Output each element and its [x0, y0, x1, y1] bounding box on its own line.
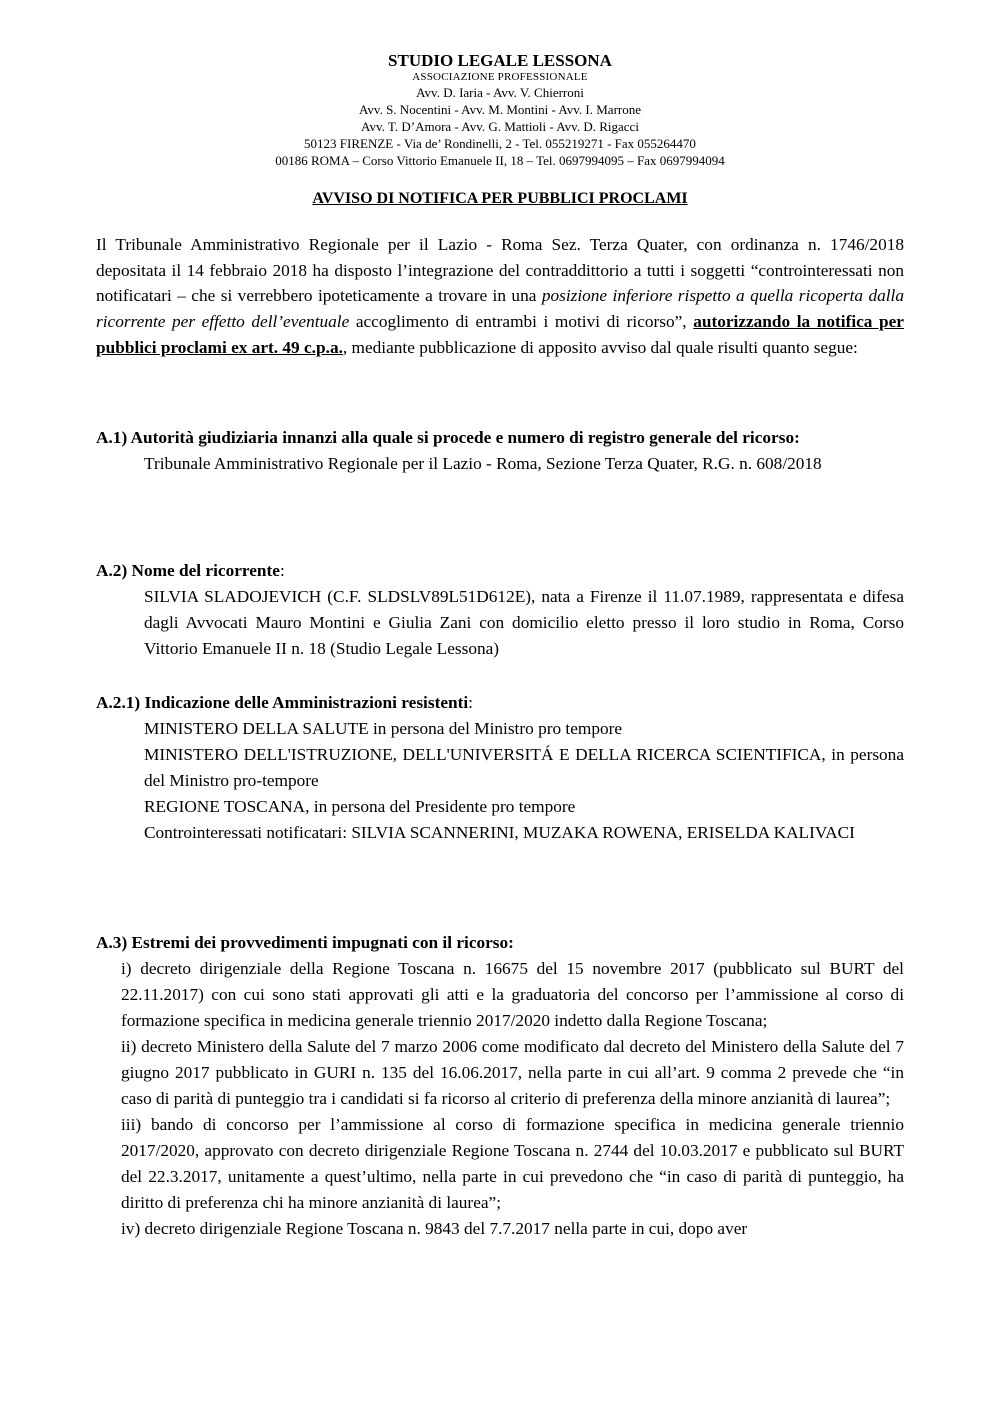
- list-item: iv) decreto dirigenziale Regione Toscana n. 9843 del 7.7.2017 nella parte in cui, dopo aver: [121, 1219, 748, 1238]
- letterhead-line: Avv. D. Iaria - Avv. V. Chierroni: [416, 85, 584, 100]
- intro-text: , mediante pubblicazione di apposito avviso dal quale risulti quanto segue:: [342, 337, 858, 357]
- section-heading: A.3) Estremi dei provvedimenti impugnati con il ricorso:: [96, 933, 514, 952]
- section-a1: [96, 425, 904, 477]
- list-item: MINISTERO DELL'ISTRUZIONE, DELL'UNIVERSITÁ E DELLA RICERCA SCIENTIFICA, in persona del Ministro pro-tempore: [144, 745, 904, 790]
- association-label: ASSOCIAZIONE PROFESSIONALE: [412, 71, 588, 83]
- letterhead-address-firenze: 50123 FIRENZE - Via de’ Rondinelli, 2 - Tel. 055219271 - Fax 055264470: [304, 136, 696, 151]
- section-items: [96, 956, 904, 1242]
- list-item: ii) decreto Ministero della Salute del 7 marzo 2006 come modificato dal decreto del Ministero della Salute del 7 giugno 2017 pubblicato in GURI n. 135 del 16.06.2017, nella parte in cui all’art. 9 comma 2 prevede che “in caso di parità di punteggio tra i candidati si fa ricorso al criterio di preferenza della minore anzianità di laurea”;: [121, 1037, 904, 1108]
- section-heading-line: [96, 690, 904, 716]
- section-body: [96, 716, 904, 846]
- letterhead-line: Avv. T. D’Amora - Avv. G. Mattioli - Avv. D. Rigacci: [361, 119, 639, 134]
- section-body: SILVIA SLADOJEVICH (C.F. SLDSLV89L51D612E), nata a Firenze il 11.07.1989, rappresentata e difesa dagli Avvocati Mauro Montini e Giulia Zani con domicilio eletto presso il loro studio in Roma, Corso Vittorio Emanuele II n. 18 (Studio Legale Lessona): [144, 587, 904, 658]
- section-heading: A.1) Autorità giudiziaria innanzi alla quale si procede e numero di registro generale del ricorso:: [96, 428, 800, 447]
- letterhead-line: Avv. S. Nocentini - Avv. M. Montini - Avv. I. Marrone: [359, 102, 641, 117]
- section-heading-line: [96, 558, 904, 584]
- letterhead-address-roma: 00186 ROMA – Corso Vittorio Emanuele II, 18 – Tel. 0697994095 – Fax 0697994094: [275, 153, 725, 168]
- intro-text: Il Tribunale Amministrativo Regionale per il Lazio - Roma Sez. Terza Quater, con ordinanza n. 1746/2018 depositata il 14 febbraio 2018 ha disposto l’integrazione del contraddittorio a tutti i soggetti “controinteressati non notificatari – che si verrebbero ipoteticamente a trovare in una: [96, 235, 904, 306]
- heading-suffix: :: [279, 561, 285, 580]
- section-heading: A.2.1) Indicazione delle Amministrazioni resistenti: [96, 693, 469, 712]
- section-a3: [96, 930, 904, 1242]
- letterhead: [0, 50, 1000, 169]
- heading-suffix: :: [468, 693, 473, 712]
- document-title: AVVISO DI NOTIFICA PER PUBBLICI PROCLAMI: [312, 190, 688, 207]
- intro-text: accoglimento di entrambi i motivi di ricorso”,: [349, 312, 694, 332]
- list-item: i) decreto dirigenziale della Regione Toscana n. 16675 del 15 novembre 2017 (pubblicato sul BURT del 22.11.2017) con cui sono stati approvati gli atti e la graduatoria del concorso per l’ammissione al corso di formazione specifica in medicina generale triennio 2017/2020 indetto dalla Regione Toscana;: [121, 959, 904, 1030]
- list-item: Controinteressati notificatari: SILVIA SCANNERINI, MUZAKA ROWENA, ERISELDA KALIVACI: [144, 823, 855, 842]
- list-item: MINISTERO DELLA SALUTE in persona del Ministro pro tempore: [144, 719, 623, 738]
- section-heading: A.2) Nome del ricorrente: [96, 561, 280, 580]
- section-a21: [96, 690, 904, 846]
- list-item: REGIONE TOSCANA, in persona del Presidente pro tempore: [144, 797, 576, 816]
- section-a2: [96, 558, 904, 662]
- list-item: iii) bando di concorso per l’ammissione al corso di formazione specifica in medicina generale triennio 2017/2020, approvato con decreto dirigenziale Regione Toscana n. 2744 del 10.03.2017 e pubblicato sul BURT del 22.3.2017, unitamente a quest’ultimo, nella parte in cui prevedono che “in caso di parità di punteggio, ha diritto di preferenza chi ha minore anzianità di laurea”;: [121, 1115, 904, 1212]
- section-body: Tribunale Amministrativo Regionale per il Lazio - Roma, Sezione Terza Quater, R.G. n. 608/2018: [144, 454, 822, 473]
- firm-name: STUDIO LEGALE LESSONA: [388, 51, 612, 70]
- intro-italic-text: posizione inferiore rispetto a quella ricoperta dalla ricorrente per effetto dell’eventuale: [96, 286, 904, 332]
- intro-paragraph: [96, 232, 904, 361]
- intro-bold-text: autorizzando la notifica per pubblici proclami ex art. 49 c.p.a.: [96, 312, 904, 357]
